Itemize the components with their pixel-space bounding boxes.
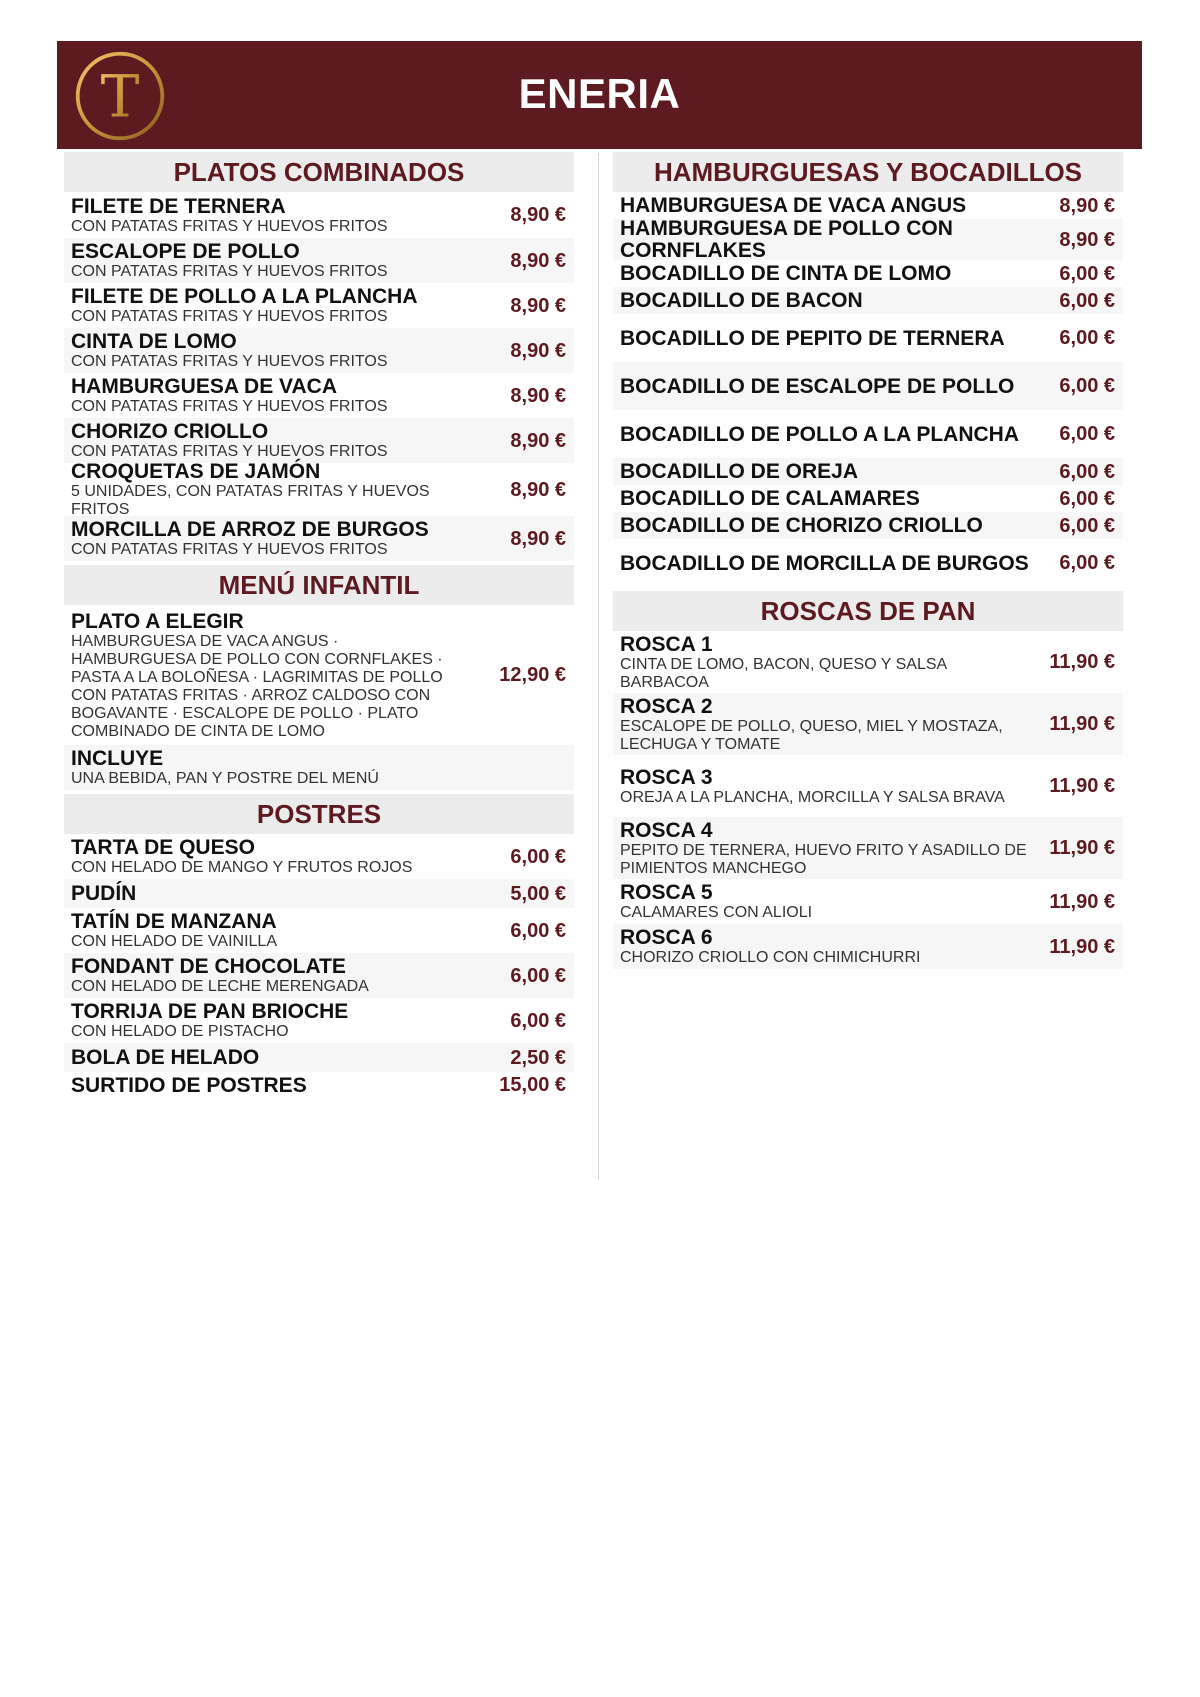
menu-item-text: [71, 883, 471, 905]
menu-item-price: 12,90 €: [499, 664, 566, 686]
menu-item-text: [71, 1047, 471, 1069]
menu-item-rosca-1: [613, 631, 1123, 693]
menu-item-name: INCLUYE: [71, 747, 164, 770]
menu-item-pudin: [64, 879, 574, 908]
menu-item-price: 6,00 €: [1059, 460, 1115, 483]
menu-item-name: FILETE DE POLLO A LA PLANCHA: [71, 285, 418, 308]
menu-item-text: [71, 837, 471, 877]
menu-item-price: 8,90 €: [1059, 194, 1115, 217]
menu-item-name: BOLA DE HELADO: [71, 1046, 260, 1069]
svg-text:T: T: [100, 62, 140, 131]
menu-item-description: CON HELADO DE VAINILLA: [71, 933, 277, 950]
menu-item-description: CON PATATAS FRITAS Y HUEVOS FRITOS: [71, 353, 388, 370]
menu-item-price: 6,00 €: [1059, 327, 1115, 349]
menu-item-price: 8,90 €: [510, 339, 566, 362]
menu-item-text: [71, 611, 471, 741]
menu-item-description: HAMBURGUESA DE VACA ANGUS · HAMBURGUESA DE POLLO CON CORNFLAKES · PASTA A LA BOLOÑESA · LAGRIMITAS DE POLLO CON PATATAS FRITAS · ARROZ CALDOSO CON BOGAVANTE · ESCALOPE DE POLLO · PLATO COMBINADO DE CINTA DE LOMO: [71, 632, 443, 740]
menu-item-text: [620, 195, 1050, 217]
menu-item-name: FILETE DE TERNERA: [71, 194, 286, 218]
menu-item-surtido-de-postres: [64, 1072, 574, 1098]
menu-item-name: BOCADILLO DE CHORIZO CRIOLLO: [620, 514, 983, 537]
menu-item-bocadillo-de-chorizo-criollo: [613, 512, 1123, 539]
menu-item-price: 11,90 €: [1049, 837, 1115, 859]
menu-item-name: BOCADILLO DE OREJA: [620, 460, 859, 483]
menu-item-name: HAMBURGUESA DE VACA ANGUS: [620, 194, 967, 217]
menu-item-description: CON PATATAS FRITAS Y HUEVOS FRITOS: [71, 541, 388, 558]
menu-item-price: 8,90 €: [510, 294, 566, 317]
menu-item-text: [620, 553, 1050, 575]
menu-item-description: 5 UNIDADES, CON PATATAS FRITAS Y HUEVOS FRITOS: [71, 483, 430, 518]
menu-item-bocadillo-de-oreja: [613, 458, 1123, 485]
menu-item-text: [620, 488, 1050, 510]
menu-item-bocadillo-de-pepito-de-ternera: [613, 314, 1123, 362]
column-divider: [598, 153, 599, 1180]
menu-item-incluye: [64, 745, 574, 790]
menu-item-price: 6,00 €: [510, 919, 566, 942]
menu-item-name: ROSCA 6: [620, 926, 713, 949]
menu-item-fondant-de-chocolate: [64, 953, 574, 998]
menu-item-bocadillo-de-pollo-a-la-plancha: [613, 410, 1123, 458]
menu-item-price: 8,90 €: [510, 384, 566, 407]
menu-item-price: 8,90 €: [510, 249, 566, 272]
menu-item-price: 5,00 €: [510, 882, 566, 905]
menu-item-description: CON PATATAS FRITAS Y HUEVOS FRITOS: [71, 443, 388, 460]
menu-item-name: BOCADILLO DE POLLO A LA PLANCHA: [620, 422, 1019, 446]
header-bar: [57, 41, 1142, 149]
menu-item-name: BOCADILLO DE MORCILLA DE BURGOS: [620, 551, 1029, 575]
menu-item-name: TARTA DE QUESO: [71, 836, 255, 859]
menu-item-price: 6,00 €: [1059, 375, 1115, 397]
menu-item-bocadillo-de-cinta-de-lomo: [613, 260, 1123, 287]
menu-item-text: [620, 263, 1050, 285]
menu-item-torrija-de-pan-brioche: [64, 998, 574, 1043]
menu-item-name: ROSCA 3: [620, 765, 713, 789]
menu-item-description: ESCALOPE DE POLLO, QUESO, MIEL Y MOSTAZA, LECHUGA Y TOMATE: [620, 717, 1003, 753]
menu-item-description: UNA BEBIDA, PAN Y POSTRE DEL MENÚ: [71, 770, 379, 787]
menu-item-name: ESCALOPE DE POLLO: [71, 240, 300, 263]
menu-item-bocadillo-de-morcilla-de-burgos: [613, 539, 1123, 587]
menu-item-price: 6,00 €: [1059, 514, 1115, 537]
menu-item-description: CON HELADO DE LECHE MERENGADA: [71, 978, 369, 995]
menu-item-text: [620, 696, 1049, 754]
menu-item-name: PLATO A ELEGIR: [71, 609, 244, 633]
menu-item-price: 6,00 €: [1059, 289, 1115, 312]
menu-item-name: ROSCA 4: [620, 818, 713, 842]
menu-item-name: MORCILLA DE ARROZ DE BURGOS: [71, 518, 429, 541]
right-column: [613, 152, 1123, 969]
menu-item-text: [620, 290, 1050, 312]
section-heading-menu-infantil: MENÚ INFANTIL: [64, 565, 574, 605]
menu-item-description: CON PATATAS FRITAS Y HUEVOS FRITOS: [71, 398, 388, 415]
menu-item-name: BOCADILLO DE ESCALOPE DE POLLO: [620, 374, 1015, 398]
menu-item-text: [620, 767, 1049, 807]
menu-item-text: [71, 748, 471, 788]
menu-item-tarta-de-queso: [64, 834, 574, 879]
menu-item-rosca-3: [613, 755, 1123, 817]
menu-item-filete-de-pollo-a-la-plancha: [64, 283, 574, 328]
menu-item-bocadillo-de-escalope-de-pollo: [613, 362, 1123, 410]
menu-item-bocadillo-de-calamares: [613, 485, 1123, 512]
menu-item-text: [71, 519, 471, 559]
menu-item-price: 6,00 €: [1059, 423, 1115, 445]
menu-item-text: [620, 820, 1049, 878]
menu-item-price: 6,00 €: [1059, 487, 1115, 510]
menu-item-text: [71, 196, 471, 236]
menu-item-chorizo-criollo: [64, 418, 574, 463]
menu-item-price: 6,00 €: [1059, 552, 1115, 574]
menu-item-hamburguesa-de-pollo-con-cornflakes: [613, 219, 1123, 260]
page-title: ENERIA: [518, 70, 681, 117]
menu-item-price: 6,00 €: [510, 845, 566, 868]
menu-item-price: 11,90 €: [1049, 890, 1115, 913]
menu-item-price: 8,90 €: [510, 429, 566, 452]
menu-item-filete-de-ternera: [64, 192, 574, 238]
menu-item-hamburguesa-de-vaca: [64, 373, 574, 418]
menu-item-description: CALAMARES CON ALIOLI: [620, 904, 813, 921]
menu-item-price: 8,90 €: [510, 204, 566, 226]
menu-item-description: CON PATATAS FRITAS Y HUEVOS FRITOS: [71, 263, 388, 280]
menu-item-text: [620, 882, 1049, 922]
menu-item-text: [71, 331, 471, 371]
menu-item-text: [71, 911, 471, 951]
menu-item-bola-de-helado: [64, 1043, 574, 1072]
menu-item-price: 8,90 €: [510, 478, 566, 501]
menu-item-hamburguesa-de-vaca-angus: [613, 192, 1123, 219]
menu-item-text: [620, 515, 1050, 537]
menu-item-price: 6,00 €: [510, 964, 566, 987]
menu-item-text: [620, 424, 1050, 446]
menu-item-name: BOCADILLO DE CINTA DE LOMO: [620, 262, 952, 285]
menu-item-rosca-6: [613, 924, 1123, 969]
menu-item-name: CHORIZO CRIOLLO: [71, 420, 269, 443]
menu-item-price: 6,00 €: [1059, 262, 1115, 285]
menu-item-name: TORRIJA DE PAN BRIOCHE: [71, 1000, 349, 1023]
menu-item-text: [620, 927, 1049, 967]
menu-item-name: ROSCA 2: [620, 694, 713, 718]
menu-item-text: [71, 1001, 471, 1041]
menu-item-name: BOCADILLO DE BACON: [620, 289, 863, 312]
left-column: [64, 152, 574, 1098]
menu-item-description: CON HELADO DE MANGO Y FRUTOS ROJOS: [71, 859, 413, 876]
section-heading-hamburguesas-y-bocadillos: HAMBURGUESAS Y BOCADILLOS: [613, 152, 1123, 192]
section-heading-platos-combinados: PLATOS COMBINADOS: [64, 152, 574, 192]
menu-item-name: FONDANT DE CHOCOLATE: [71, 955, 346, 978]
menu-item-price: 11,90 €: [1049, 713, 1115, 735]
section-heading-postres: POSTRES: [64, 794, 574, 834]
menu-item-name: PUDÍN: [71, 882, 137, 905]
menu-item-description: PEPITO DE TERNERA, HUEVO FRITO Y ASADILLO DE PIMIENTOS MANCHEGO: [620, 841, 1027, 877]
section-heading-roscas-de-pan: ROSCAS DE PAN: [613, 591, 1123, 631]
menu-item-description: CON PATATAS FRITAS Y HUEVOS FRITOS: [71, 308, 388, 325]
menu-item-name: HAMBURGUESA DE POLLO CON CORNFLAKES: [620, 217, 953, 262]
menu-item-description: CINTA DE LOMO, BACON, QUESO Y SALSA BARBACOA: [620, 655, 947, 691]
menu-item-morcilla-de-arroz-de-burgos: [64, 516, 574, 561]
menu-item-text: [71, 956, 471, 996]
menu-item-price: 2,50 €: [510, 1046, 566, 1069]
menu-item-price: 8,90 €: [510, 527, 566, 550]
menu-item-text: [71, 286, 471, 326]
menu-item-description: CON PATATAS FRITAS Y HUEVOS FRITOS: [71, 217, 388, 235]
menu-item-rosca-2: [613, 693, 1123, 755]
menu-item-description: OREJA A LA PLANCHA, MORCILLA Y SALSA BRAVA: [620, 788, 1005, 806]
menu-item-rosca-5: [613, 879, 1123, 924]
menu-item-name: CINTA DE LOMO: [71, 330, 237, 353]
menu-item-text: [71, 461, 471, 519]
menu-item-price: 8,90 €: [1059, 228, 1115, 251]
menu-item-croquetas-de-jamon: [64, 460, 574, 518]
menu-item-cinta-de-lomo: [64, 328, 574, 373]
menu-item-name: TATÍN DE MANZANA: [71, 910, 277, 933]
menu-item-name: BOCADILLO DE PEPITO DE TERNERA: [620, 326, 1005, 350]
menu-item-price: 11,90 €: [1049, 651, 1115, 673]
menu-item-text: [71, 1075, 471, 1097]
menu-item-plato-a-elegir: [64, 605, 574, 745]
menu-item-name: CROQUETAS DE JAMÓN: [71, 460, 321, 483]
menu-item-price: 11,90 €: [1049, 775, 1115, 797]
menu-item-escalope-de-pollo: [64, 238, 574, 283]
menu-item-rosca-4: [613, 817, 1123, 879]
menu-item-tatin-de-manzana: [64, 908, 574, 953]
menu-item-text: [620, 461, 1050, 483]
menu-item-text: [620, 328, 1050, 350]
menu-item-text: [620, 376, 1050, 398]
menu-item-name: HAMBURGUESA DE VACA: [71, 375, 338, 398]
menu-item-text: [620, 634, 1049, 692]
menu-item-name: BOCADILLO DE CALAMARES: [620, 487, 920, 510]
menu-item-description: CHORIZO CRIOLLO CON CHIMICHURRI: [620, 949, 921, 966]
menu-item-name: ROSCA 1: [620, 632, 713, 656]
menu-item-text: [71, 241, 471, 281]
menu-item-text: [71, 421, 471, 461]
menu-item-name: SURTIDO DE POSTRES: [71, 1073, 307, 1097]
menu-item-text: [620, 218, 1050, 262]
menu-item-name: ROSCA 5: [620, 881, 713, 904]
menu-item-price: 6,00 €: [510, 1009, 566, 1032]
menu-item-price: 15,00 €: [499, 1074, 566, 1096]
menu-item-price: 11,90 €: [1049, 935, 1115, 958]
menu-item-description: CON HELADO DE PISTACHO: [71, 1023, 289, 1040]
menu-item-text: [71, 376, 471, 416]
menu-item-bocadillo-de-bacon: [613, 287, 1123, 314]
